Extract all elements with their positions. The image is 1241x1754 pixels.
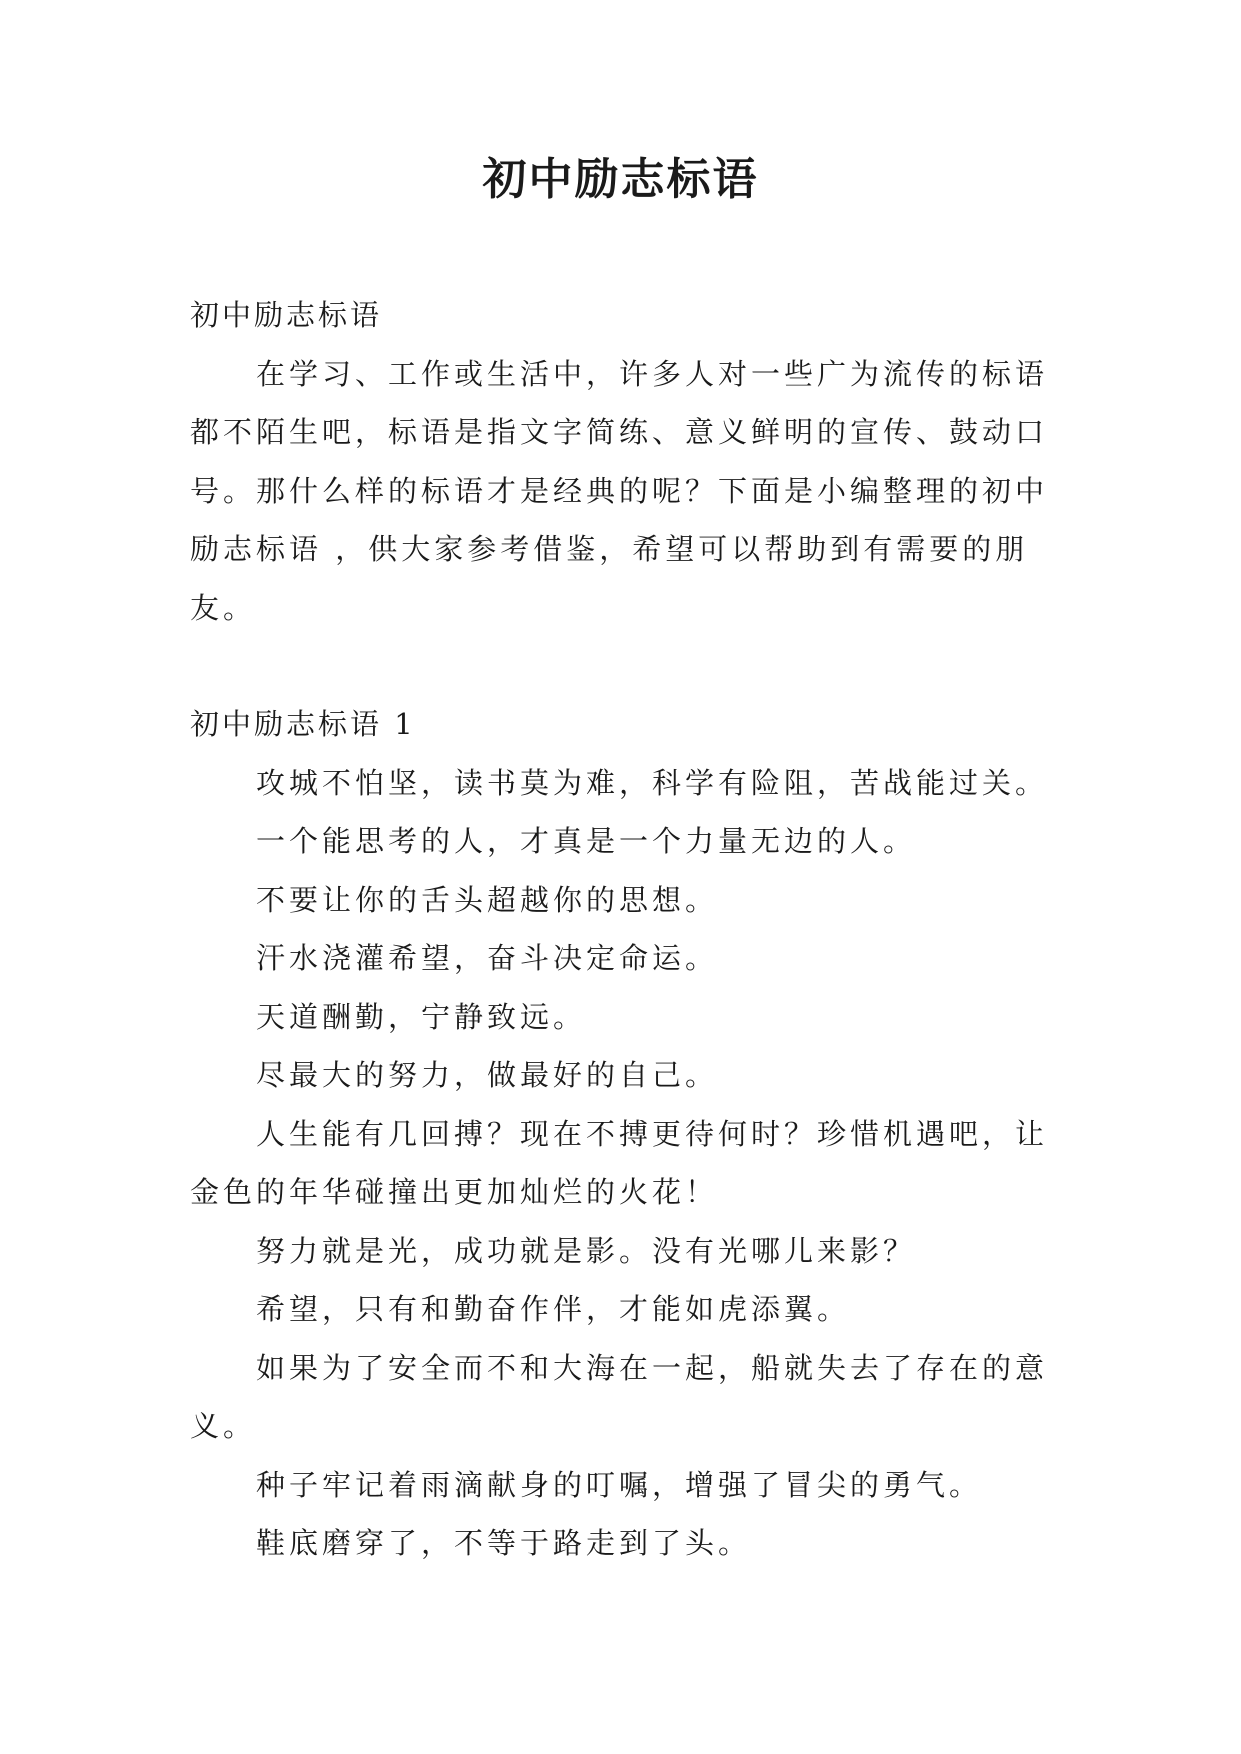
document-subtitle: 初中励志标语 [190,298,383,332]
document-body [190,286,1050,1573]
section-heading: 初中励志标语 1 [190,707,416,741]
slogan-item: 鞋底磨穿了，不等于路走到了头。 [256,1526,752,1560]
paragraph-spacer [190,637,1050,695]
slogan-item: 一个能思考的人，才真是一个力量无边的人。 [256,824,917,858]
slogan-item: 种子牢记着雨滴献身的叮嘱，增强了冒尖的勇气。 [256,1467,983,1502]
slogan-item: 天道酬勤，宁静致远。 [256,999,587,1034]
slogan-item: 尽最大的努力，做最好的自己。 [256,1058,719,1092]
document-title: 初中励志标语 [482,154,759,205]
intro-paragraph: 在学习、工作或生活中，许多人对一些广为流传的标语都不陌生吧，标语是指文字简练、意义鲜明的宣传、鼓动口号。那什么样的标语才是经典的呢？下面是小编整理的初中励志标语 ，供大家参考借鉴，希望可以帮助到有需要的朋友。 [190,356,1049,625]
slogan-item: 不要让你的舌头超越你的思想。 [256,882,719,917]
slogan-item: 人生能有几回搏？现在不搏更待何时？珍惜机遇吧，让金色的年华碰撞出更加灿烂的火花！ [190,1116,1049,1209]
slogan-item: 如果为了安全而不和大海在一起，船就失去了存在的意义。 [190,1350,1049,1443]
slogan-item: 攻城不怕坚，读书莫为难，科学有险阻，苦战能过关。 [256,765,1049,800]
slogan-item: 汗水浇灌希望，奋斗决定命运。 [256,941,719,975]
slogan-item: 希望，只有和勤奋作伴，才能如虎添翼。 [256,1292,851,1326]
slogan-item: 努力就是光，成功就是影。没有光哪儿来影？ [256,1233,917,1268]
